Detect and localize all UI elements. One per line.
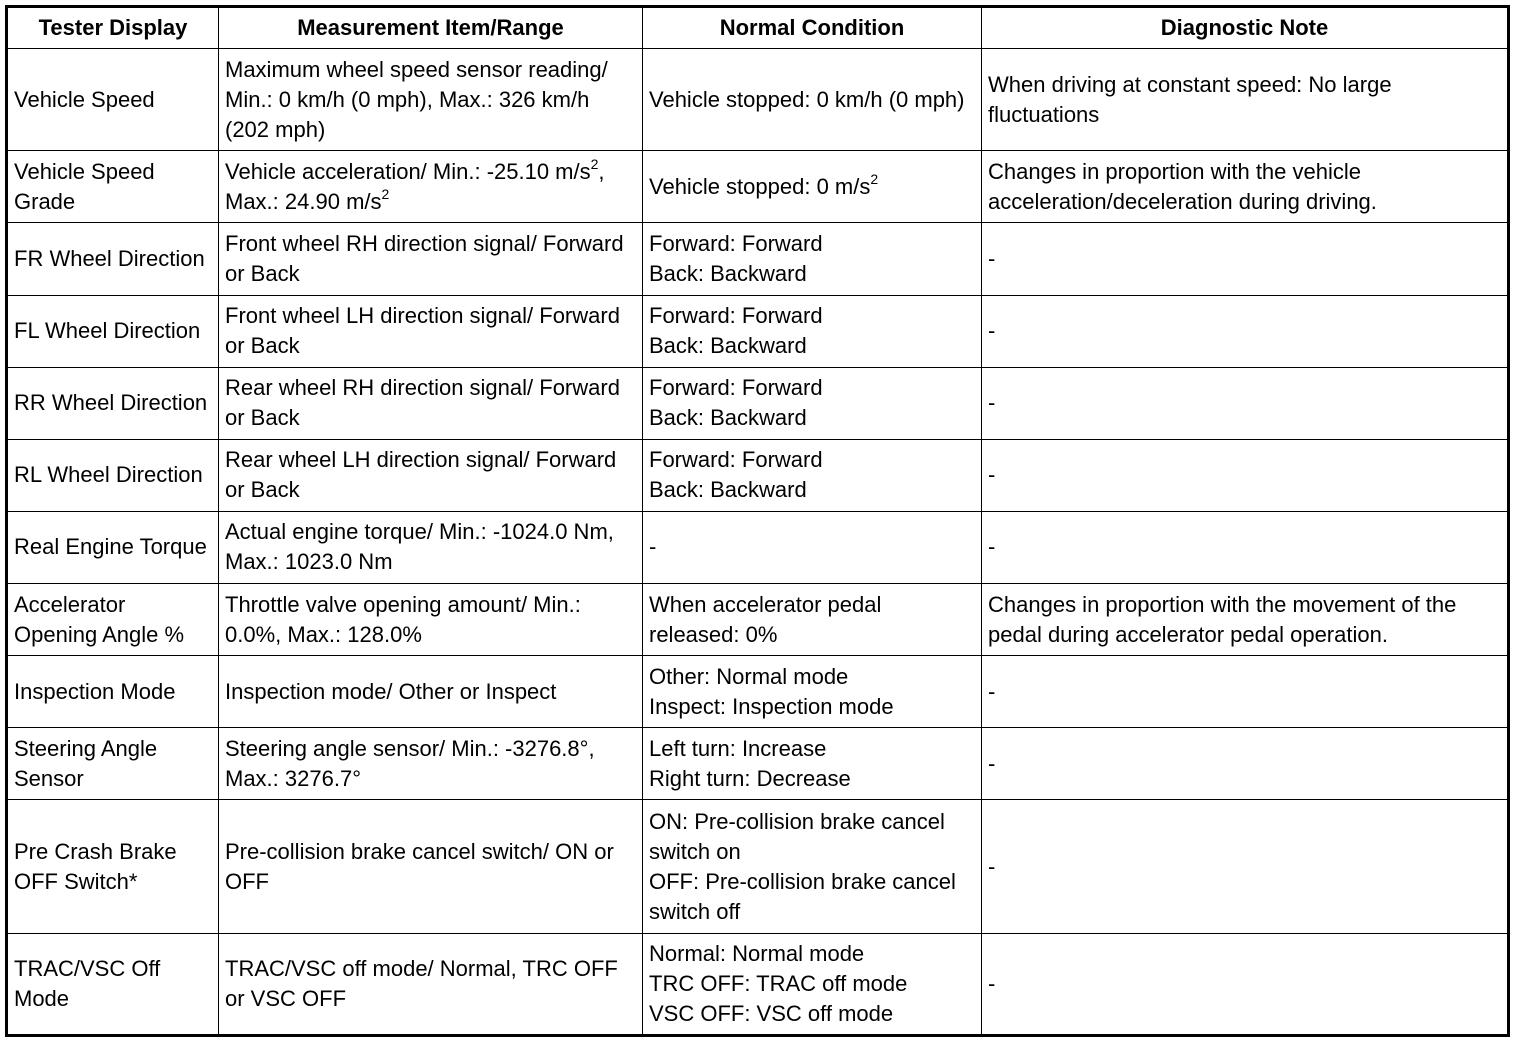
measurement-cell: Front wheel LH direction signal/ Forward or Back (219, 295, 643, 367)
measurement-cell: Maximum wheel speed sensor reading/ Min.: 0 km/h (0 mph), Max.: 326 km/h (202 mph) (219, 49, 643, 151)
normal-condition-cell: Forward: Forward Back: Backward (643, 367, 982, 439)
normal-condition-text: Vehicle stopped: 0 m/s (649, 173, 871, 199)
tester-display-cell: FL Wheel Direction (7, 295, 219, 367)
normal-condition-cell: - (643, 511, 982, 583)
measurement-cell: Front wheel RH direction signal/ Forward or Back (219, 223, 643, 295)
normal-condition-cell: Vehicle stopped: 0 km/h (0 mph) (643, 49, 982, 151)
diagnostic-note-cell: When driving at constant speed: No large fluctuations (982, 49, 1509, 151)
measurement-cell: Inspection mode/ Other or Inspect (219, 656, 643, 728)
table-row (7, 49, 1509, 151)
header-tester-display: Tester Display (7, 7, 219, 49)
normal-condition-cell: Left turn: Increase Right turn: Decrease (643, 728, 982, 800)
header-measurement-item: Measurement Item/Range (219, 7, 643, 49)
normal-condition-cell: Forward: Forward Back: Backward (643, 439, 982, 511)
table-row (7, 511, 1509, 583)
table-row (7, 151, 1509, 223)
normal-condition-cell: Forward: Forward Back: Backward (643, 295, 982, 367)
header-normal-condition: Normal Condition (643, 7, 982, 49)
tester-display-cell: TRAC/VSC Off Mode (7, 933, 219, 1035)
table-row (7, 584, 1509, 656)
data-list-table (5, 5, 1510, 1037)
diagnostic-note-cell: - (982, 511, 1509, 583)
measurement-cell: Rear wheel RH direction signal/ Forward or Back (219, 367, 643, 439)
tester-display-cell: RL Wheel Direction (7, 439, 219, 511)
table-row (7, 656, 1509, 728)
diagnostic-note-cell: - (982, 223, 1509, 295)
table-row (7, 439, 1509, 511)
normal-condition-cell: Other: Normal mode Inspect: Inspection mode (643, 656, 982, 728)
diagnostic-note-cell: - (982, 439, 1509, 511)
table-row (7, 295, 1509, 367)
tester-display-cell: Accelerator Opening Angle % (7, 584, 219, 656)
normal-condition-cell: ON: Pre-collision brake cancel switch on OFF: Pre-collision brake cancel switch off (643, 800, 982, 933)
diagnostic-note-cell: Changes in proportion with the vehicle acceleration/deceleration during driving. (982, 151, 1509, 223)
measurement-cell: Actual engine torque/ Min.: -1024.0 Nm, Max.: 1023.0 Nm (219, 511, 643, 583)
measurement-cell: Steering angle sensor/ Min.: -3276.8°, Max.: 3276.7° (219, 728, 643, 800)
header-diagnostic-note: Diagnostic Note (982, 7, 1509, 49)
diagnostic-note-cell: - (982, 295, 1509, 367)
diagnostic-note-cell: - (982, 728, 1509, 800)
normal-condition-cell: When accelerator pedal released: 0% (643, 584, 982, 656)
diagnostic-note-cell: - (982, 800, 1509, 933)
measurement-cell (219, 151, 643, 223)
normal-condition-cell: Forward: Forward Back: Backward (643, 223, 982, 295)
measurement-cell: Pre-collision brake cancel switch/ ON or OFF (219, 800, 643, 933)
table-row (7, 933, 1509, 1035)
tester-display-cell: Pre Crash Brake OFF Switch* (7, 800, 219, 933)
diagnostic-note-cell: Changes in proportion with the movement of the pedal during accelerator pedal operation. (982, 584, 1509, 656)
tester-display-cell: Inspection Mode (7, 656, 219, 728)
diagnostic-note-cell: - (982, 656, 1509, 728)
table-row (7, 367, 1509, 439)
measurement-cell: TRAC/VSC off mode/ Normal, TRC OFF or VSC OFF (219, 933, 643, 1035)
tester-display-cell: Real Engine Torque (7, 511, 219, 583)
tester-display-cell: Steering Angle Sensor (7, 728, 219, 800)
superscript: 2 (870, 170, 879, 187)
normal-condition-cell (643, 151, 982, 223)
measurement-text-a: Vehicle acceleration/ Min.: -25.10 m/s (225, 158, 591, 184)
measurement-cell: Rear wheel LH direction signal/ Forward or Back (219, 439, 643, 511)
tester-display-cell: FR Wheel Direction (7, 223, 219, 295)
tester-display-cell: Vehicle Speed (7, 49, 219, 151)
table-row (7, 800, 1509, 933)
table-row (7, 728, 1509, 800)
measurement-cell: Throttle valve opening amount/ Min.: 0.0%, Max.: 128.0% (219, 584, 643, 656)
superscript: 2 (590, 155, 599, 172)
table-row (7, 223, 1509, 295)
diagnostic-note-cell: - (982, 367, 1509, 439)
measurement-text-b: , Max.: 24.90 m/s (225, 158, 605, 214)
normal-condition-cell: Normal: Normal mode TRC OFF: TRAC off mode VSC OFF: VSC off mode (643, 933, 982, 1035)
superscript: 2 (381, 185, 390, 202)
tester-display-cell: Vehicle Speed Grade (7, 151, 219, 223)
diagnostic-note-cell: - (982, 933, 1509, 1035)
table-header-row (7, 7, 1509, 49)
tester-display-cell: RR Wheel Direction (7, 367, 219, 439)
